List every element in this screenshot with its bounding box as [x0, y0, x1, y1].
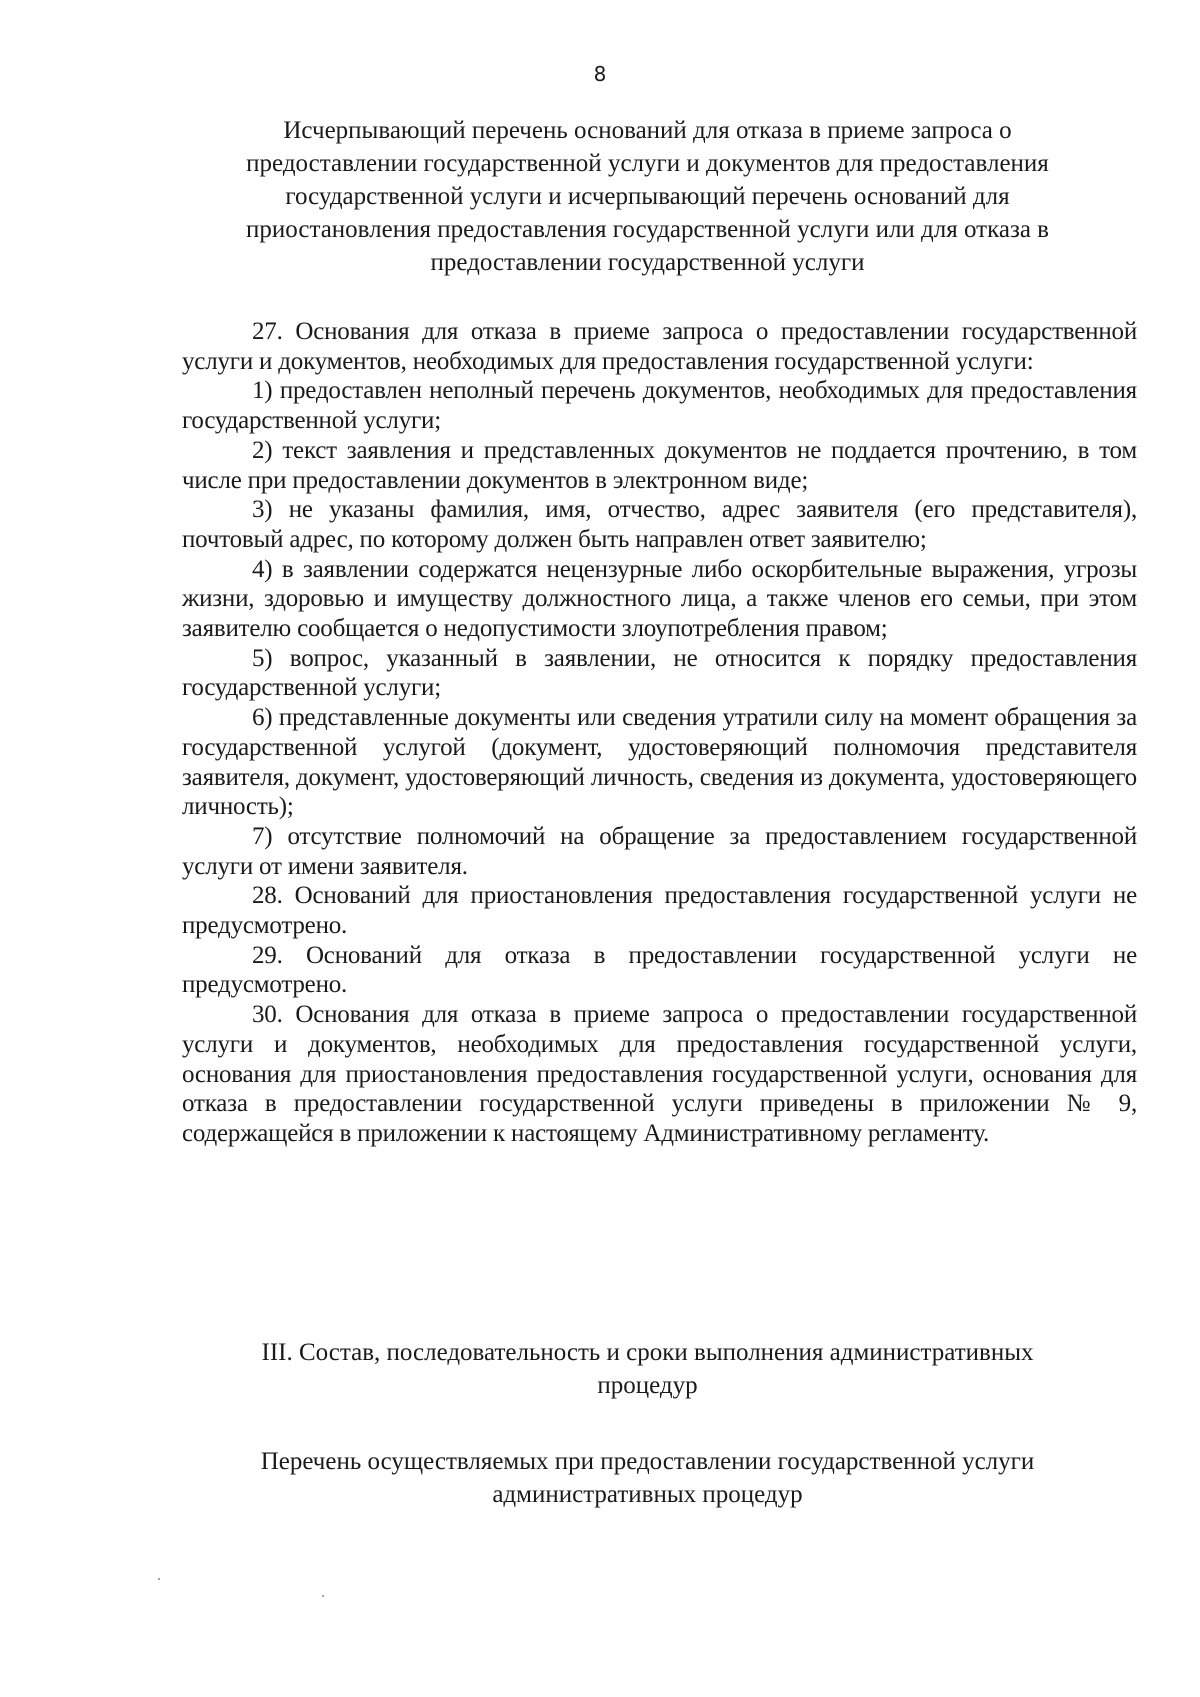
paragraph-30: 30. Основания для отказа в приеме запроса о предоставлении государственной услуги и документов, необходимых для предоставления государственной услуги, основания для приостановления предоставления государственной услуги, основания для отказа в предоставлении государственной услуги приведены в приложении № 9, содержащейся в приложении к настоящему Административному регламенту.: [182, 1001, 1137, 1147]
list-item-6: 6) представленные документы или сведения утратили силу на момент обращения за государственной услугой (документ, удостоверяющий полномочия представителя заявителя, документ, удостоверяющий личность, сведения из документа, удостоверяющего личность);: [182, 704, 1137, 821]
list-item-7: 7) отсутствие полномочий на обращение за предоставлением государственной услуги от имени заявителя.: [182, 822, 1137, 880]
paragraph-29: 29. Оснований для отказа в предоставлении государственной услуги не предусмотрено.: [182, 941, 1137, 999]
scan-speck: [158, 1578, 160, 1580]
section-heading: Исчерпывающий перечень оснований для отказа в приеме запроса о предоставлении государственной услуги и документов для предоставления государственной услуги и исчерпывающий перечень оснований для приостановления предоставления государственной услуги или для отказа в предоставлении государственной услуги: [246, 117, 1049, 276]
chapter-heading: III. Состав, последовательность и сроки выполнения административных процедур: [261, 1339, 1034, 1399]
list-item-5: 5) вопрос, указанный в заявлении, не относится к порядку предоставления государственной услуги;: [182, 644, 1137, 702]
list-item-4: 4) в заявлении содержатся нецензурные либо оскорбительные выражения, угрозы жизни, здоровью и имуществу должностного лица, а также членов его семьи, при этом заявителю сообщается о недопустимости злоупотребления правом;: [182, 555, 1137, 643]
list-item-1: 1) предоставлен неполный перечень документов, необходимых для предоставления государственной услуги;: [182, 377, 1137, 435]
document-body: [182, 317, 1137, 1149]
list-item-2: 2) текст заявления и представленных документов не поддается прочтению, в том числе при предоставлении документов в электронном виде;: [182, 436, 1137, 494]
subsection-heading: Перечень осуществляемых при предоставлении государственной услуги административных процедур: [260, 1448, 1035, 1508]
scan-speck: [322, 1595, 324, 1597]
paragraph-28: 28. Оснований для приостановления предоставления государственной услуги не предусмотрено.: [182, 882, 1137, 940]
paragraph-27: 27. Основания для отказа в приеме запроса о предоставлении государственной услуги и документов, необходимых для предоставления государственной услуги:: [182, 318, 1137, 375]
page-number: 8: [593, 62, 607, 86]
list-item-3: 3) не указаны фамилия, имя, отчество, адрес заявителя (его представителя), почтовый адрес, по которому должен быть направлен ответ заявителю;: [182, 496, 1137, 553]
